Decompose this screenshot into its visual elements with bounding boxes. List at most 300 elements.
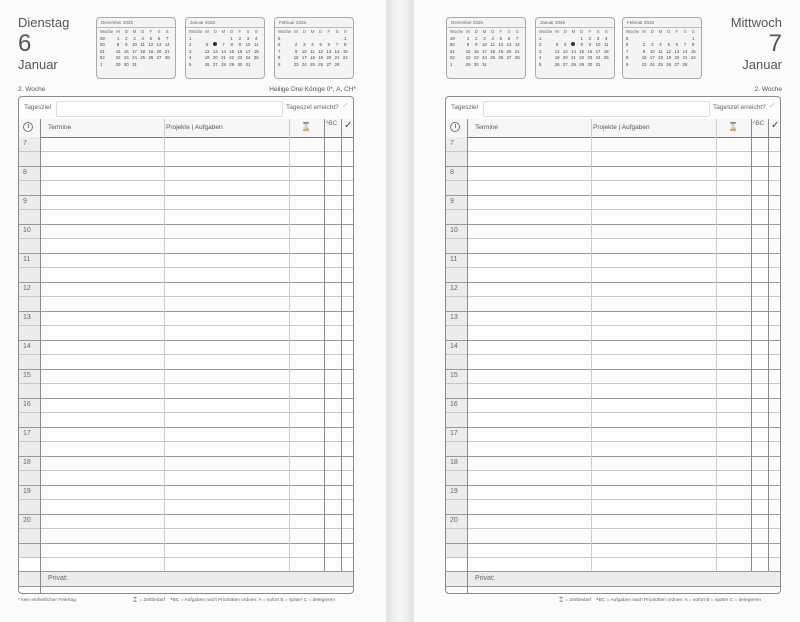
- calendar-day: 23: [293, 61, 299, 67]
- calendar-day: 11: [253, 42, 259, 48]
- calendar-day: 8: [230, 42, 233, 48]
- week-number-cell: 49: [450, 35, 455, 41]
- calendar-day: 24: [595, 55, 601, 61]
- hour-line: [19, 195, 353, 196]
- calendar-day: 19: [554, 55, 560, 61]
- hour-label: 17: [23, 430, 31, 437]
- calendar-day: [219, 36, 227, 43]
- calendar-day: 20: [674, 55, 680, 61]
- appointments-divider: [591, 119, 592, 571]
- hour-label: 15: [23, 372, 31, 379]
- calendar-day: 4: [311, 42, 314, 48]
- calendar-day: 17: [482, 48, 487, 54]
- week-number-cell: 1: [189, 35, 192, 41]
- column-projects-tasks: Projekte | Aufgaben: [166, 124, 223, 131]
- calendar-title: Januar 2026: [536, 18, 614, 28]
- calendar-day: 28: [334, 61, 340, 67]
- abc-priority-icon: ᴬBC: [596, 598, 606, 603]
- hour-label: 14: [450, 343, 458, 350]
- calendar-day: [505, 62, 513, 69]
- calendar-day: 8: [466, 42, 470, 48]
- week-number-cell: 51: [100, 48, 105, 54]
- check-icon: ✓: [771, 120, 780, 131]
- goal-reached-checkbox[interactable]: ✓: [342, 101, 349, 110]
- clock-icon: [23, 122, 33, 132]
- calendar-day: 27: [506, 55, 512, 61]
- clock-icon: [450, 122, 460, 132]
- footer-priority-legend: = Aufgaben nach Prioritäten ordnen: A = sofort B = später C = delegieren: [180, 598, 335, 603]
- calendar-day: 2: [588, 35, 592, 41]
- weekday-header: D: [319, 29, 323, 34]
- half-hour-line: [19, 151, 353, 152]
- calendar-day: 25: [658, 61, 663, 67]
- hour-line: [19, 456, 353, 457]
- calendar-day: 11: [310, 48, 315, 54]
- week-number-cell: 3: [539, 48, 542, 54]
- calendar-day: 20: [326, 55, 332, 61]
- weekday-header: F: [588, 29, 592, 34]
- calendar-day: [673, 36, 681, 43]
- calendar-day: 26: [498, 55, 504, 61]
- calendar-title: Februar 2026: [623, 18, 701, 28]
- calendar-day: 4: [255, 35, 258, 41]
- column-appointments: Termine: [475, 124, 499, 131]
- calendar-day: 24: [132, 55, 137, 61]
- half-hour-line: [446, 238, 780, 239]
- calendar-title: Februar 2026: [275, 18, 353, 28]
- weekday-header: F: [327, 29, 331, 34]
- calendar-day: [155, 62, 163, 69]
- calendar-day: 10: [649, 48, 655, 54]
- calendar-day: 27: [156, 55, 162, 61]
- hour-label: 20: [450, 517, 458, 524]
- calendar-day: [341, 62, 349, 69]
- calendar-day: 9: [125, 42, 128, 48]
- abc-priority-icon: ᴬBC: [326, 121, 338, 127]
- calendar-day: 13: [212, 48, 218, 54]
- calendar-day: 12: [498, 42, 504, 48]
- calendar-day: 28: [571, 61, 576, 67]
- week-number-cell: 6: [626, 42, 629, 48]
- weekday-header: S: [343, 29, 347, 34]
- day-number: 6: [18, 30, 32, 57]
- calendar-day: 6: [327, 42, 331, 48]
- day-planner-grid: [445, 96, 781, 594]
- holiday-note: Heilige Drei Könige 0*, A, CH*: [269, 86, 356, 93]
- calendar-day: 25: [603, 55, 609, 61]
- calendar-day: [139, 62, 147, 69]
- half-hour-line: [446, 267, 780, 268]
- calendar-day: 23: [641, 61, 647, 67]
- daily-goal-row: [19, 97, 353, 120]
- calendar-day: 25: [490, 55, 496, 61]
- private-label: Privat:: [475, 575, 495, 582]
- calendar-day: [252, 62, 260, 69]
- half-hour-line: [19, 180, 353, 181]
- daily-goal-label: Tagesziel: [451, 104, 479, 111]
- calendar-day: 12: [204, 48, 210, 54]
- calendar-day: 29: [229, 61, 235, 67]
- hour-line: [446, 166, 780, 167]
- weekday-header: D: [563, 29, 567, 34]
- calendar-day: 22: [690, 55, 696, 61]
- calendar-day: [317, 36, 325, 43]
- week-number-cell: 9: [278, 61, 281, 67]
- priority-divider: [768, 119, 769, 571]
- calendar-day: 31: [132, 61, 137, 67]
- calendar-day: 30: [123, 61, 129, 67]
- calendar-day: 10: [245, 42, 251, 48]
- weekday-header: M: [310, 29, 315, 34]
- hour-label: 12: [23, 285, 31, 292]
- calendar-day: 24: [301, 61, 307, 67]
- calendar-day: 21: [221, 55, 226, 61]
- calendar-day: 25: [310, 61, 315, 67]
- calendar-day: 5: [149, 35, 153, 41]
- week-number-cell: 2: [189, 42, 192, 48]
- month-name: Januar: [18, 57, 58, 72]
- hour-line: [19, 282, 353, 283]
- half-hour-line: [446, 412, 780, 413]
- calendar-day: 1: [692, 35, 695, 41]
- weekday-header: Woche: [450, 29, 464, 34]
- weekday-header: S: [507, 29, 511, 34]
- day-name: Dienstag: [18, 15, 70, 30]
- weekday-header: Woche: [100, 29, 114, 34]
- week-number-cell: 5: [278, 35, 281, 41]
- time-need-divider: [324, 119, 325, 571]
- half-hour-line: [19, 470, 353, 471]
- calendar-day: 14: [164, 42, 170, 48]
- calendar-day: 25: [253, 55, 259, 61]
- calendar-day: 4: [659, 42, 662, 48]
- weekday-header: F: [238, 29, 242, 34]
- half-hour-line: [19, 354, 353, 355]
- half-hour-line: [446, 209, 780, 210]
- weekday-header: M: [482, 29, 487, 34]
- weekday-header: D: [580, 29, 584, 34]
- weekday-header: M: [571, 29, 576, 34]
- week-number-cell: 1: [100, 61, 103, 67]
- hourglass-icon: ⌛: [558, 598, 564, 603]
- calendar-day: [553, 36, 561, 43]
- left-page: [0, 0, 386, 622]
- calendar-day: 7: [222, 42, 225, 48]
- weekday-header: D: [213, 29, 217, 34]
- day-name: Mittwoch: [730, 15, 782, 30]
- weekday-header: Woche: [539, 29, 553, 34]
- calendar-day: 21: [164, 48, 170, 54]
- mini-calendar-january: [535, 17, 615, 79]
- calendar-day: 3: [246, 35, 250, 41]
- calendar-day: 25: [140, 55, 146, 61]
- half-hour-line: [19, 412, 353, 413]
- hour-line: [19, 224, 353, 225]
- hourglass-icon: ⌛: [132, 598, 138, 603]
- weekday-header: M: [466, 29, 470, 34]
- weekday-header: D: [474, 29, 478, 34]
- weekday-header: S: [596, 29, 600, 34]
- row-line: [19, 557, 353, 558]
- hour-line: [446, 427, 780, 428]
- daily-goal-input[interactable]: [483, 101, 710, 117]
- calendar-day: 31: [595, 61, 601, 67]
- calendar-day: 5: [667, 42, 670, 48]
- hour-label: 19: [450, 488, 458, 495]
- calendar-day: 1: [116, 35, 120, 41]
- weekday-header: M: [116, 29, 120, 34]
- calendar-day: 3: [651, 42, 654, 48]
- week-number: 2. Woche: [754, 86, 782, 93]
- calendar-day: 27: [326, 61, 332, 67]
- private-label: Privat:: [48, 575, 68, 582]
- hour-label: 16: [450, 401, 458, 408]
- footer-holiday-note: * kein einheitlicher Feiertag: [18, 598, 76, 603]
- goal-reached-checkbox[interactable]: ✓: [769, 101, 776, 110]
- calendar-day: 10: [595, 42, 601, 48]
- calendar-day: 26: [318, 61, 324, 67]
- private-band: [19, 571, 353, 586]
- calendar-day: 8: [580, 42, 583, 48]
- calendar-day: 3: [596, 35, 600, 41]
- hour-line: [19, 398, 353, 399]
- hour-line: [446, 224, 780, 225]
- calendar-day: 2: [475, 35, 478, 41]
- calendar-day: 5: [319, 42, 322, 48]
- calendar-day: 28: [682, 61, 688, 67]
- calendar-day: 10: [482, 42, 487, 48]
- calendar-day: 17: [301, 55, 307, 61]
- half-hour-line: [19, 267, 353, 268]
- current-day-marker: [569, 42, 577, 49]
- hour-line: [446, 485, 780, 486]
- weekday-header: S: [335, 29, 339, 34]
- hour-line: [19, 166, 353, 167]
- column-header-row: [446, 119, 780, 138]
- calendar-day: 12: [148, 42, 154, 48]
- calendar-day: 18: [253, 48, 259, 54]
- hour-line: [19, 543, 353, 544]
- check-icon: ✓: [344, 120, 353, 131]
- private-line: [446, 571, 780, 572]
- hour-label: 16: [23, 401, 31, 408]
- week-number-cell: 1: [450, 61, 453, 67]
- calendar-day: [497, 62, 505, 69]
- hour-label: 20: [23, 517, 31, 524]
- calendar-day: 14: [334, 48, 340, 54]
- private-band: [446, 571, 780, 586]
- weekday-header: M: [642, 29, 646, 34]
- calendar-day: 19: [204, 55, 210, 61]
- calendar-day: 19: [498, 48, 504, 54]
- week-number-cell: 6: [278, 42, 281, 48]
- calendar-day: [665, 36, 673, 43]
- calendar-day: 22: [229, 55, 235, 61]
- hour-label: 18: [450, 459, 458, 466]
- calendar-day: 5: [499, 35, 503, 41]
- calendar-day: 30: [587, 61, 593, 67]
- calendar-day: 18: [658, 55, 663, 61]
- week-number-cell: 1: [539, 35, 542, 41]
- half-hour-line: [19, 209, 353, 210]
- hour-line: [446, 543, 780, 544]
- calendar-day: 24: [649, 61, 655, 67]
- calendar-day: 21: [514, 48, 520, 54]
- calendar-day: 28: [514, 55, 520, 61]
- calendar-day: 9: [238, 42, 242, 48]
- weekday-header: Woche: [278, 29, 292, 34]
- week-number-cell: 49: [100, 35, 105, 41]
- calendar-day: 17: [649, 55, 655, 61]
- calendar-day: 16: [237, 48, 243, 54]
- calendar-day: 27: [212, 61, 218, 67]
- half-hour-line: [446, 528, 780, 529]
- calendar-day: 21: [682, 55, 688, 61]
- calendar-day: 15: [115, 48, 121, 54]
- goal-reached-label: Tageszel erreicht?: [286, 104, 339, 111]
- hour-label: 15: [450, 372, 458, 379]
- row-line: [446, 557, 780, 558]
- calendar-day: 8: [692, 42, 695, 48]
- calendar-day: 27: [562, 61, 568, 67]
- calendar-day: 1: [344, 35, 347, 41]
- calendar-day: 7: [335, 42, 339, 48]
- calendar-day: [325, 36, 333, 43]
- calendar-day: 15: [229, 48, 235, 54]
- calendar-day: 3: [483, 35, 486, 41]
- weekday-header: S: [165, 29, 169, 34]
- calendar-day: [147, 62, 155, 69]
- week-number-cell: 4: [189, 55, 192, 61]
- calendar-day: 22: [342, 55, 348, 61]
- calendar-day: 22: [465, 55, 471, 61]
- hour-line: [19, 369, 353, 370]
- book-gutter: [386, 0, 414, 622]
- calendar-day: 9: [642, 48, 646, 54]
- hour-label: 19: [23, 488, 31, 495]
- week-number-cell: 7: [626, 48, 629, 54]
- hour-label: 8: [23, 169, 27, 176]
- calendar-day: 19: [666, 55, 672, 61]
- half-hour-line: [446, 354, 780, 355]
- hour-label: 11: [23, 256, 31, 263]
- calendar-day: 26: [666, 61, 672, 67]
- calendar-day: 1: [580, 35, 583, 41]
- calendar-day: 22: [579, 55, 585, 61]
- calendar-day: 13: [156, 42, 162, 48]
- calendar-day: 30: [473, 61, 479, 67]
- hour-label: 11: [450, 256, 458, 263]
- day-number: 7: [768, 30, 782, 57]
- calendar-day: 17: [132, 48, 137, 54]
- hourglass-icon: ⌛: [728, 122, 738, 131]
- calendar-day: 20: [562, 55, 568, 61]
- half-hour-line: [446, 441, 780, 442]
- mini-calendar-february: [622, 17, 702, 79]
- daily-goal-input[interactable]: [56, 101, 283, 117]
- hour-line: [446, 456, 780, 457]
- calendar-day: [333, 36, 341, 43]
- calendar-day: 4: [491, 35, 494, 41]
- half-hour-line: [446, 383, 780, 384]
- calendar-day: 24: [245, 55, 251, 61]
- calendar-day: 17: [595, 48, 601, 54]
- calendar-day: 18: [140, 48, 146, 54]
- half-hour-line: [446, 470, 780, 471]
- private-line: [19, 571, 353, 572]
- calendar-day: [569, 36, 577, 43]
- calendar-day: 26: [204, 61, 210, 67]
- calendar-day: 14: [682, 48, 688, 54]
- calendar-day: [489, 62, 497, 69]
- hour-line: [446, 282, 780, 283]
- week-number-cell: 9: [626, 61, 629, 67]
- calendar-day: 13: [562, 48, 568, 54]
- hour-line: [19, 514, 353, 515]
- week-number-cell: 2: [539, 42, 542, 48]
- calendar-day: 21: [334, 55, 340, 61]
- calendar-day: 2: [294, 42, 298, 48]
- calendar-day: 6: [157, 35, 161, 41]
- hour-line: [446, 195, 780, 196]
- calendar-day: 20: [506, 48, 512, 54]
- footer-legend: [132, 598, 335, 603]
- calendar-day: 6: [507, 35, 511, 41]
- calendar-day: 2: [125, 35, 128, 41]
- calendar-day: 20: [212, 55, 218, 61]
- calendar-day: 8: [116, 42, 120, 48]
- calendar-day: 11: [658, 48, 663, 54]
- calendar-day: 2: [238, 35, 242, 41]
- footer-time-legend: = Zeitbedarf: [565, 598, 592, 603]
- weekday-header: F: [499, 29, 503, 34]
- calendar-day: 6: [675, 42, 679, 48]
- weekday-header: M: [658, 29, 663, 34]
- calendar-day: 7: [166, 35, 169, 41]
- calendar-day: 12: [666, 48, 672, 54]
- calendar-day: [513, 62, 521, 69]
- calendar-title: Januar 2026: [186, 18, 264, 28]
- hour-label: 14: [23, 343, 31, 350]
- calendar-day: [602, 62, 610, 69]
- calendar-day: 15: [465, 48, 471, 54]
- calendar-day: 18: [603, 48, 609, 54]
- hour-line: [19, 253, 353, 254]
- hour-label: 13: [450, 314, 458, 321]
- calendar-day: 29: [465, 61, 471, 67]
- hour-line: [446, 369, 780, 370]
- calendar-day: 14: [514, 42, 520, 48]
- hour-label: 9: [23, 198, 27, 205]
- hour-line: [446, 398, 780, 399]
- calendar-day: 16: [641, 55, 647, 61]
- calendar-day: 9: [475, 42, 478, 48]
- half-hour-line: [19, 499, 353, 500]
- calendar-day: 16: [293, 55, 299, 61]
- week-number-cell: 5: [626, 35, 629, 41]
- hour-label: 9: [450, 198, 454, 205]
- hour-label: 18: [23, 459, 31, 466]
- calendar-day: 9: [294, 48, 298, 54]
- weekday-header: D: [491, 29, 495, 34]
- weekday-header: S: [515, 29, 519, 34]
- calendar-day: 31: [482, 61, 487, 67]
- hour-line: [446, 340, 780, 341]
- half-hour-line: [446, 499, 780, 500]
- calendar-title: Dezember 2025: [447, 18, 525, 28]
- calendar-day: [292, 36, 300, 43]
- calendar-day: 7: [683, 42, 687, 48]
